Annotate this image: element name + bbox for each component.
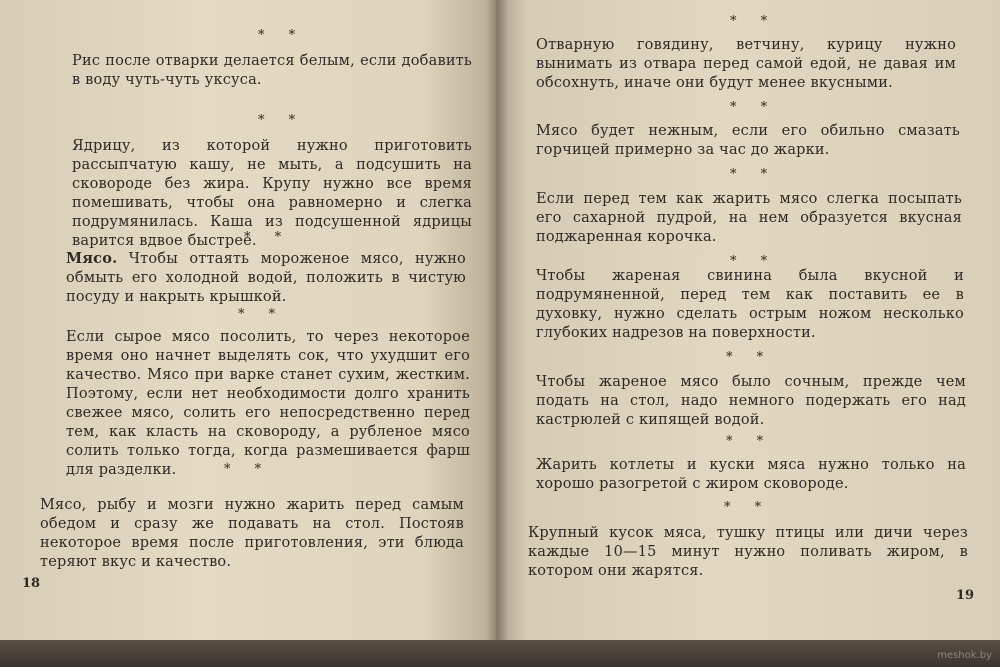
section-heading: Мясо. — [66, 250, 118, 267]
paragraph: Чтобы жареная свинина была вкусной и подрумяненной, перед тем как поставить ее в духовку, нужно сделать острым ножом несколько глубоких надрезов на поверхности. — [536, 268, 964, 341]
paragraph: Ядрицу, из которой нужно приготовить рассыпчатую кашу, не мыть, а подсушить на сковороде без жира. Крупу нужно все время помешивать, чтобы она равномерно и слегка подрумянилась. Каша из подсушенной ядрицы варится вдвое быстрее. — [72, 138, 472, 249]
paragraph: Если сырое мясо посолить, то через некоторое время оно начнет выделять сок, что ухудшит его качество. Мясо при варке станет сухим, жестким. Поэтому, если нет необходимости долго хранить свежее мясо, солить его непосредственно перед тем, как класть на сковороду, а рубленое мясо солить только тогда, когда размешивается фарш для разделки. — [66, 329, 470, 478]
paragraph: Отварную говядину, ветчину, курицу нужно вынимать из отвара перед самой едой, не давая им обсохнуть, иначе они будут менее вкусными. — [536, 37, 956, 91]
paragraph: Крупный кусок мяса, тушку птицы или дичи через каждые 10—15 минут нужно поливать жиром, в котором они жарятся. — [528, 525, 968, 579]
separator-stars: * * — [726, 350, 774, 365]
paragraph: Мясо, рыбу и мозги нужно жарить перед самым обедом и сразу же подавать на стол. Постояв некоторое время после приготовления, эти блюда теряют вкус и качество. — [40, 497, 464, 570]
paragraph: Если перед тем как жарить мясо слегка посыпать его сахарной пудрой, на нем образуется вкусная поджаренная корочка. — [536, 191, 962, 245]
paragraph: Мясо будет нежным, если его обильно смазать горчицей примерно за час до жарки. — [536, 123, 960, 158]
separator-stars: * * — [724, 500, 772, 515]
separator-stars: * * — [258, 113, 306, 128]
book-gutter — [486, 0, 508, 650]
separator-stars: * * — [238, 307, 286, 322]
separator-stars: * * — [730, 254, 778, 269]
separator-stars: * * — [224, 462, 272, 477]
separator-stars: * * — [730, 100, 778, 115]
watermark: meshok.by — [937, 650, 992, 661]
separator-stars: * * — [726, 434, 774, 449]
separator-stars: * * — [730, 14, 778, 29]
paragraph: Жарить котлеты и куски мяса нужно только на хорошо разогретой с жиром сковороде. — [536, 457, 966, 492]
separator-stars: * * — [244, 230, 292, 245]
left-page — [0, 0, 496, 640]
page-number: 19 — [956, 588, 975, 603]
paragraph: Мясо. Чтобы оттаять мороженое мясо, нужно обмыть его холодной водой, положить в чистую посуду и накрыть крышкой. — [66, 250, 466, 305]
book-bottom-edge — [0, 640, 1000, 667]
separator-stars: * * — [258, 28, 306, 43]
right-page — [496, 0, 1000, 650]
paragraph: Чтобы жареное мясо было сочным, прежде чем подать на стол, надо немного подержать его над кастрюлей с кипящей водой. — [536, 374, 966, 428]
separator-stars: * * — [730, 167, 778, 182]
paragraph: Рис после отварки делается белым, если добавить в воду чуть-чуть уксуса. — [72, 53, 472, 88]
page-number: 18 — [22, 576, 41, 591]
